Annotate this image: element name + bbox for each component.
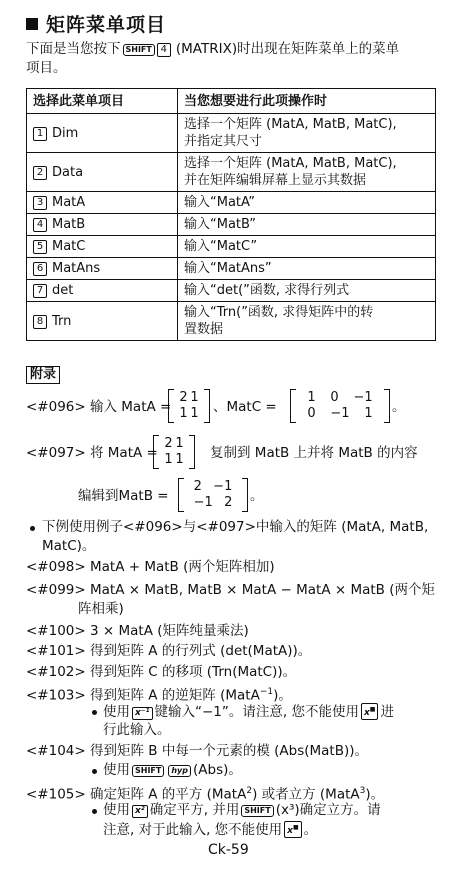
example-099-line-2: 阵相乘) [78,601,124,617]
shift-key-icon: SHIFT [123,44,155,56]
example-104: <#104> 得到矩阵 B 中每一个元素的模 (Abs(MatB))。 [26,743,369,759]
number-key-icon: 1 [33,127,47,141]
matrix-cell: 1 [190,406,199,421]
table-row [27,214,436,236]
bullet-icon [92,710,97,715]
matrix-cell: 1 [179,406,188,421]
x-power-key-icon: x■ [361,703,378,720]
number-key-icon: 3 [33,196,47,210]
matrix-cell: 1 [175,452,184,467]
number-key-icon: 5 [33,240,47,254]
example-104-note: 使用 SHIFT hyp (Abs)。 [103,762,242,778]
menu-description-cell: 输入“MatAns” [178,258,436,280]
menu-item-cell: 1 Dim [27,114,178,153]
matrix-row [178,406,200,421]
matrix-row [163,436,185,451]
example-096-mid: 、MatC = [213,399,277,415]
menu-item-cell: 7 det [27,280,178,302]
number-key-icon: 7 [33,284,47,298]
matrix-matc [290,389,390,423]
menu-description-cell: 选择一个矩阵 (MatA, MatB, MatC), 并指定其尺寸 [178,114,436,153]
matrix-menu-table [26,88,436,341]
matrix-cell: 1 [364,406,373,421]
example-102: <#102> 得到矩阵 C 的移项 (Trn(MatC))。 [26,664,297,680]
matrix-cell: 2 [224,495,233,510]
bracket-left [178,478,184,512]
key-4-icon: 4 [157,43,171,57]
x-inverse-key-icon: x⁻¹ [132,707,153,720]
example-100: <#100> 3 × MatA (矩阵纯量乘法) [26,623,249,639]
menu-description-cell: 输入“det(”函数, 求得行列式 [178,280,436,302]
matrix-mata [168,389,210,423]
matrix-row [163,452,185,467]
table-row [27,280,436,302]
matrix-row [178,390,200,405]
table-row [27,114,436,153]
bullet-icon [92,769,97,774]
bracket-left [168,389,174,423]
example-105-note-2: 注意, 对于此输入, 您不能使用 x■ 。 [103,822,318,838]
bullet-icon [30,526,35,531]
bracket-left [153,435,159,469]
note-line-2: MatC)。 [42,538,96,554]
table-row [27,302,436,341]
number-key-icon: 2 [33,166,47,180]
matrix-cell: −1 [330,406,350,421]
menu-item-cell: 3 MatA [27,192,178,214]
matrix-cell: 1 [307,390,316,405]
intro-line-1: 下面是当您按下 SHIFT 4 (MATRIX)时出现在矩阵菜单上的菜单 [26,41,400,57]
matrix-cell: −1 [353,390,373,405]
table-header: 选择此菜单项目 [27,89,178,114]
bracket-left [290,389,296,423]
matrix-row [300,390,380,405]
matrix-cell: −1 [213,479,233,494]
menu-item-cell: 4 MatB [27,214,178,236]
x-squared-key-icon: x² [132,805,148,818]
table-header: 当您想要进行此项操作时 [178,89,436,114]
menu-description-cell: 选择一个矩阵 (MatA, MatB, MatC), 并在矩阵编辑屏幕上显示其数据 [178,153,436,192]
matrix-cell: 2 [179,390,188,405]
table-row [27,192,436,214]
matrix-cell: 1 [190,390,199,405]
shift-key-icon: SHIFT [241,805,273,817]
hyp-key-icon: hyp [168,765,191,777]
matrix-cell: 2 [193,479,202,494]
example-097-end: 。 [250,488,264,504]
table-row [27,258,436,280]
bracket-right [204,389,210,423]
example-096-end: 。 [392,399,406,415]
example-099-line-1: <#099> MatA × MatB, MatB × MatA − MatA × MatB (两个矩 [26,582,435,598]
example-103: <#103> 得到矩阵 A 的逆矩阵 (MatA$^{-1}$)。 [26,687,292,704]
example-101: <#101> 得到矩阵 A 的行列式 (det(MatA))。 [26,643,312,659]
menu-item-cell: 2 Data [27,153,178,192]
number-key-icon: 4 [33,218,47,232]
intro-line-2: 项目。 [26,60,67,76]
matrix-cell: −1 [193,495,213,510]
matrix-cell: 1 [164,452,173,467]
example-096-prefix: <#096> 输入 MatA = [26,399,172,415]
menu-item-cell: 8 Trn [27,302,178,341]
page-number: Ck-59 [208,842,249,858]
square-bullet-icon [26,18,38,30]
example-105-note-1: 使用 x² 确定平方, 并用 SHIFT (x³)确定立方。请 [103,802,381,818]
menu-description-cell: 输入“MatA” [178,192,436,214]
page-title: 矩阵菜单项目 [26,10,166,37]
example-098: <#098> MatA + MatB (两个矩阵相加) [26,559,275,575]
bracket-right [242,478,248,512]
bracket-right [384,389,390,423]
matrix-row [300,406,380,421]
note-line-1: 下例使用例子<#096>与<#097>中输入的矩阵 (MatA, MatB, [42,519,429,535]
table-row [27,153,436,192]
matrix-matb [178,478,248,512]
menu-description-cell: 输入“Trn(”函数, 求得矩阵中的转 置数据 [178,302,436,341]
example-097-line2: 编辑到MatB = [78,488,169,504]
matrix-cell: 2 [164,436,173,451]
menu-item-cell: 5 MatC [27,236,178,258]
example-097-post: 复制到 MatB 上并将 MatB 的内容 [210,445,418,461]
example-097-prefix: <#097> 将 MatA = [26,445,158,461]
matrix-row [188,495,238,510]
example-103-note-2: 行此输入。 [103,722,171,738]
number-key-icon: 8 [33,315,47,329]
bullet-icon [92,809,97,814]
menu-description-cell: 输入“MatB” [178,214,436,236]
matrix-cell: 0 [307,406,316,421]
table-row [27,236,436,258]
bracket-right [189,435,195,469]
x-power-key-icon: x■ [284,821,301,838]
example-103-note-1: 使用 x⁻¹ 键输入“−1”。请注意, 您不能使用 x■ 进 [103,704,394,720]
matrix-cell: 0 [330,390,339,405]
shift-key-icon: SHIFT [132,765,164,777]
menu-description-cell: 输入“MatC” [178,236,436,258]
example-105: <#105> 确定矩阵 A 的平方 (MatA$^2$) 或者立方 (MatA$^3$)。 [26,786,385,803]
matrix-cell: 1 [175,436,184,451]
appendix-label: 附录 [26,366,60,384]
number-key-icon: 6 [33,262,47,276]
matrix-row [188,479,238,494]
matrix-mata [153,435,195,469]
menu-item-cell: 6 MatAns [27,258,178,280]
